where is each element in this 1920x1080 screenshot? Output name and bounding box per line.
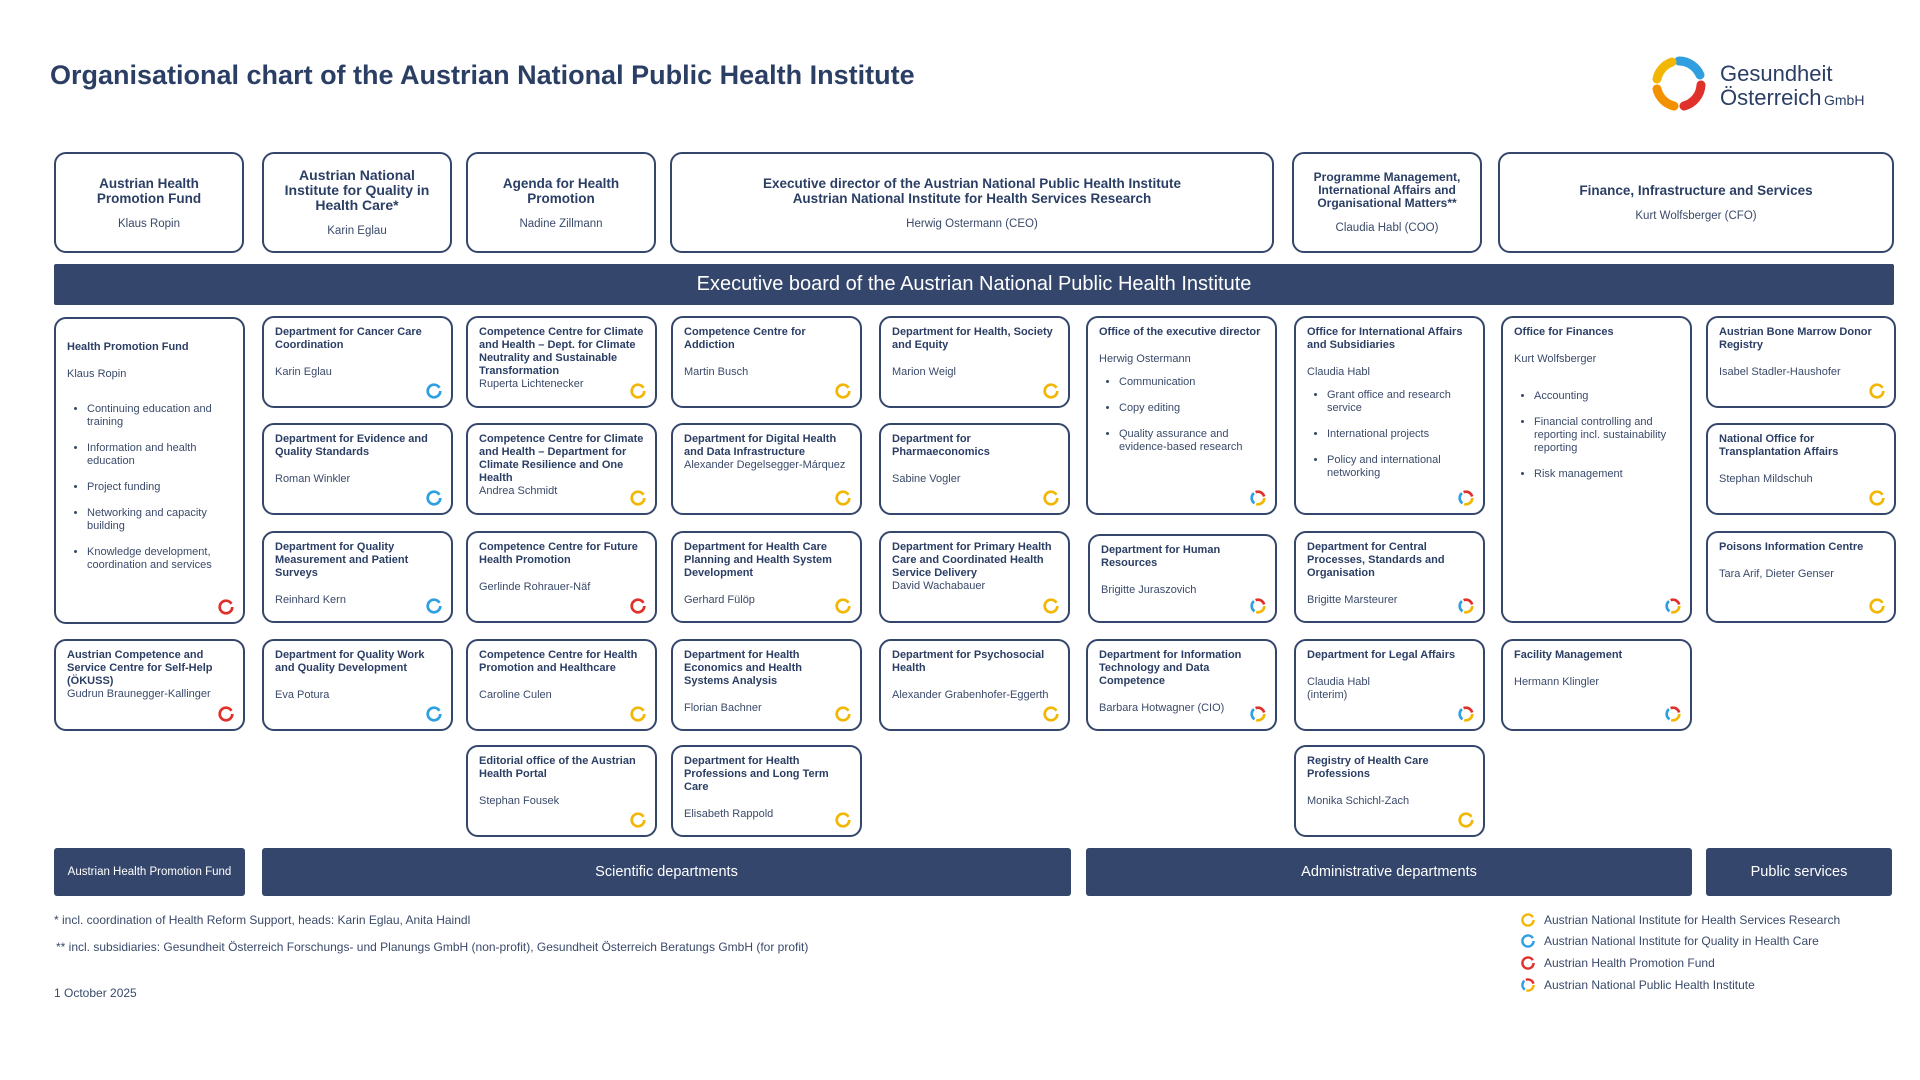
ring-yellow-icon bbox=[629, 489, 647, 507]
ring-blue-icon bbox=[425, 597, 443, 615]
ring-yellow-icon bbox=[834, 489, 852, 507]
top-box-programme-management[interactable]: Programme Management, International Affairs and Organisational Matters** Claudia Habl (COO) bbox=[1292, 152, 1482, 253]
ring-yellow-icon bbox=[834, 705, 852, 723]
category-bar-public-services: Public services bbox=[1706, 848, 1892, 896]
category-bar-scientific: Scientific departments bbox=[262, 848, 1071, 896]
legend-item: Austrian National Institute for Quality in Health Care bbox=[1520, 933, 1819, 949]
ring-blue-icon bbox=[425, 382, 443, 400]
top-box-health-promotion-fund[interactable]: Austrian Health Promotion Fund Klaus Ropin bbox=[54, 152, 244, 253]
category-bar-health-promotion-fund: Austrian Health Promotion Fund bbox=[54, 848, 245, 896]
ring-red-icon bbox=[629, 597, 647, 615]
ring-blue-icon bbox=[425, 489, 443, 507]
footnote-2: ** incl. subsidiaries: Gesundheit Österreich Forschungs- und Planungs GmbH (non-profit), Gesundheit Österreich Beratungs GmbH (for profit) bbox=[56, 940, 809, 954]
ring-blue-icon bbox=[1520, 933, 1536, 949]
ring-yellow-icon bbox=[834, 811, 852, 829]
ring-red-icon bbox=[1520, 955, 1536, 971]
dept-human-resources[interactable]: Department for Human Resources Brigitte Juraszovich bbox=[1088, 534, 1277, 623]
dept-cancer-care[interactable]: Department for Cancer Care Coordination Karin Eglau bbox=[262, 316, 453, 408]
dept-health-promotion-fund[interactable]: Health Promotion Fund Klaus Ropin • Continuing education and training • Information and health education • Project funding • Networking and capacity building • Knowledge development, coordination and services bbox=[54, 317, 245, 624]
dept-climate-resilience[interactable]: Competence Centre for Climate and Health – Department for Climate Resilience and One Health Andrea Schmidt bbox=[466, 423, 657, 515]
ring-yellow-icon bbox=[834, 382, 852, 400]
dept-primary-health-care[interactable]: Department for Primary Health Care and Coordinated Health Service Delivery David Wachabauer bbox=[879, 531, 1070, 623]
page-title: Organisational chart of the Austrian National Public Health Institute bbox=[50, 60, 915, 90]
logo: Gesundheit Österreich GmbH bbox=[1650, 55, 1890, 115]
dept-addiction[interactable]: Competence Centre for Addiction Martin Busch bbox=[671, 316, 862, 408]
dept-office-finances[interactable]: Office for Finances Kurt Wolfsberger • Accounting • Financial controlling and reporting incl. sustainability reporting • Risk management bbox=[1501, 316, 1692, 623]
dept-legal-affairs[interactable]: Department for Legal Affairs Claudia Habl (interim) bbox=[1294, 639, 1485, 731]
dept-health-portal-editorial[interactable]: Editorial office of the Austrian Health Portal Stephan Fousek bbox=[466, 745, 657, 837]
dept-pharmaeconomics[interactable]: Department for Pharmaeconomics Sabine Vogler bbox=[879, 423, 1070, 515]
ring-multi-icon bbox=[1249, 597, 1267, 615]
ring-yellow-icon bbox=[1042, 382, 1060, 400]
dept-information-technology[interactable]: Department for Information Technology and Data Competence Barbara Hotwagner (CIO) bbox=[1086, 639, 1277, 731]
ring-multi-icon bbox=[1249, 705, 1267, 723]
ring-red-icon bbox=[217, 598, 235, 616]
dept-digital-health[interactable]: Department for Digital Health and Data Infrastructure Alexander Degelsegger-Márquez bbox=[671, 423, 862, 515]
dept-quality-measurement[interactable]: Department for Quality Measurement and Patient Surveys Reinhard Kern bbox=[262, 531, 453, 623]
ring-yellow-icon bbox=[629, 382, 647, 400]
dept-oekuss[interactable]: Austrian Competence and Service Centre for Self-Help (ÖKUSS) Gudrun Braunegger-Kallinger bbox=[54, 639, 245, 731]
dept-health-promotion-healthcare[interactable]: Competence Centre for Health Promotion and Healthcare Caroline Culen bbox=[466, 639, 657, 731]
dept-poisons-information[interactable]: Poisons Information Centre Tara Arif, Dieter Genser bbox=[1706, 531, 1896, 623]
dept-bone-marrow-registry[interactable]: Austrian Bone Marrow Donor Registry Isabel Stadler-Haushofer bbox=[1706, 316, 1896, 408]
dept-task-list: • Grant office and research service • International projects • Policy and international networking bbox=[1307, 389, 1473, 480]
legend-item: Austrian National Public Health Institute bbox=[1520, 977, 1755, 993]
ring-multi-icon bbox=[1664, 705, 1682, 723]
dept-transplantation-affairs[interactable]: National Office for Transplantation Affairs Stephan Mildschuh bbox=[1706, 423, 1896, 515]
dept-climate-neutrality[interactable]: Competence Centre for Climate and Health – Dept. for Climate Neutrality and Sustainable Transformation Ruperta Lichtenecker bbox=[466, 316, 657, 408]
dept-central-processes[interactable]: Department for Central Processes, Standards and Organisation Brigitte Marsteurer bbox=[1294, 531, 1485, 623]
ring-blue-icon bbox=[425, 705, 443, 723]
ring-multi-icon bbox=[1664, 597, 1682, 615]
dept-psychosocial-health[interactable]: Department for Psychosocial Health Alexander Grabenhofer-Eggerth bbox=[879, 639, 1070, 731]
ring-yellow-icon bbox=[1868, 489, 1886, 507]
legend-item: Austrian Health Promotion Fund bbox=[1520, 955, 1715, 971]
ring-multi-icon bbox=[1457, 705, 1475, 723]
legend-item: Austrian National Institute for Health Services Research bbox=[1520, 912, 1840, 928]
ring-red-icon bbox=[217, 705, 235, 723]
dept-task-list: • Communication • Copy editing • Quality assurance and evidence-based research bbox=[1099, 376, 1265, 454]
top-box-executive-director[interactable]: Executive director of the Austrian National Public Health Institute Austrian National Institute for Health Services Research Herwig Ostermann (CEO) bbox=[670, 152, 1274, 253]
ring-yellow-icon bbox=[1868, 382, 1886, 400]
dept-facility-management[interactable]: Facility Management Hermann Klingler bbox=[1501, 639, 1692, 731]
dept-health-care-planning[interactable]: Department for Health Care Planning and Health System Development Gerhard Fülöp bbox=[671, 531, 862, 623]
ring-yellow-icon bbox=[1042, 489, 1060, 507]
dept-future-health-promotion[interactable]: Competence Centre for Future Health Promotion Gerlinde Rohrauer-Näf bbox=[466, 531, 657, 623]
ring-multi-icon bbox=[1457, 597, 1475, 615]
dept-health-society-equity[interactable]: Department for Health, Society and Equity Marion Weigl bbox=[879, 316, 1070, 408]
dept-health-economics[interactable]: Department for Health Economics and Health Systems Analysis Florian Bachner bbox=[671, 639, 862, 731]
ring-multi-icon bbox=[1520, 977, 1536, 993]
top-box-quality-in-health-care[interactable]: Austrian National Institute for Quality in Health Care* Karin Eglau bbox=[262, 152, 452, 253]
ring-multi-icon bbox=[1249, 489, 1267, 507]
date-label: 1 October 2025 bbox=[54, 986, 137, 1000]
logo-ring-icon bbox=[1650, 55, 1708, 113]
dept-evidence-quality[interactable]: Department for Evidence and Quality Standards Roman Winkler bbox=[262, 423, 453, 515]
dept-health-professions[interactable]: Department for Health Professions and Long Term Care Elisabeth Rappold bbox=[671, 745, 862, 837]
dept-office-executive-director[interactable]: Office of the executive director Herwig Ostermann • Communication • Copy editing • Quality assurance and evidence-based research bbox=[1086, 316, 1277, 515]
dept-quality-work[interactable]: Department for Quality Work and Quality Development Eva Potura bbox=[262, 639, 453, 731]
top-box-agenda-health-promotion[interactable]: Agenda for Health Promotion Nadine Zillmann bbox=[466, 152, 656, 253]
category-bar-administrative: Administrative departments bbox=[1086, 848, 1692, 896]
top-box-finance[interactable]: Finance, Infrastructure and Services Kurt Wolfsberger (CFO) bbox=[1498, 152, 1894, 253]
dept-office-international-affairs[interactable]: Office for International Affairs and Subsidiaries Claudia Habl • Grant office and research service • International projects • Policy and international networking bbox=[1294, 316, 1485, 515]
ring-yellow-icon bbox=[834, 597, 852, 615]
ring-yellow-icon bbox=[1457, 811, 1475, 829]
ring-yellow-icon bbox=[1042, 597, 1060, 615]
ring-yellow-icon bbox=[629, 811, 647, 829]
ring-yellow-icon bbox=[1042, 705, 1060, 723]
ring-yellow-icon bbox=[629, 705, 647, 723]
dept-task-list: • Continuing education and training • Information and health education • Project funding • Networking and capacity building • Knowledge development, coordination and services bbox=[67, 403, 233, 572]
ring-yellow-icon bbox=[1868, 597, 1886, 615]
executive-board-banner: Executive board of the Austrian National Public Health Institute bbox=[54, 264, 1894, 305]
dept-task-list: • Accounting • Financial controlling and reporting incl. sustainability reporting • Risk management bbox=[1514, 390, 1680, 481]
dept-registry-health-professions[interactable]: Registry of Health Care Professions Monika Schichl-Zach bbox=[1294, 745, 1485, 837]
footnote-1: * incl. coordination of Health Reform Support, heads: Karin Eglau, Anita Haindl bbox=[54, 913, 471, 927]
ring-multi-icon bbox=[1457, 489, 1475, 507]
ring-yellow-icon bbox=[1520, 912, 1536, 928]
